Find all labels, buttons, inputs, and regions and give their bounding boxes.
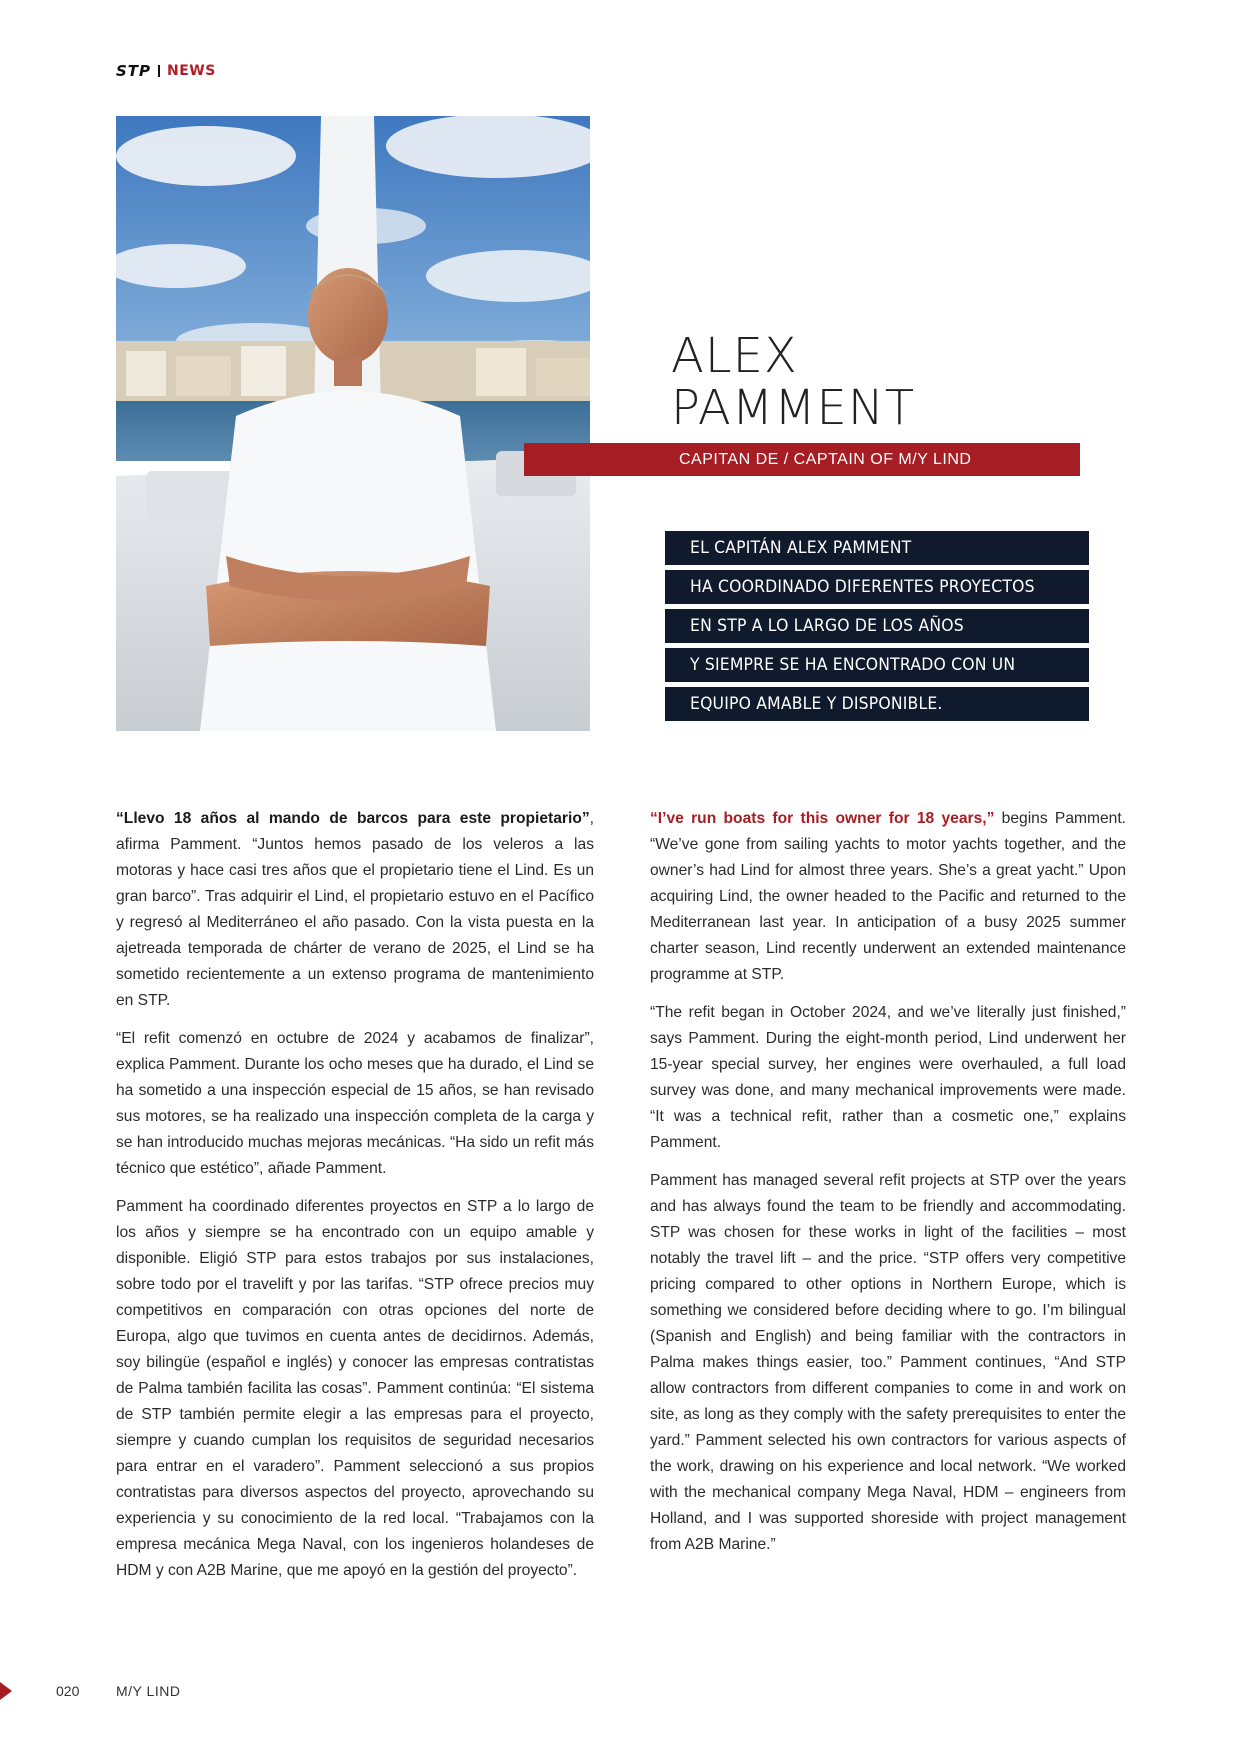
pull-quote	[665, 531, 1089, 726]
pull-quote-line	[665, 609, 1089, 643]
page-number: 020	[56, 1683, 80, 1699]
spanish-paragraph-3: Pamment ha coordinado diferentes proyectos en STP a lo largo de los años y siempre se ha encontrado con un equipo amable y disponible. Eligió STP para estos trabajos por sus instalaciones, sobre todo por el travelift y por las tarifas. “STP ofrece precios muy competitivos en comparación con otras opciones del norte de Europa, algo que tuvimos en cuenta antes de decidirnos. Además, soy bilingüe (español e inglés) y conocer las empresas contratistas de Palma también facilita las cosas”. Pamment continúa: “El sistema de STP también permite elegir a las empresas para el proyecto, siempre y cuando cumplan los requisitos de seguridad necesarios para entrar en el varadero”. Pamment seleccionó a sus propios contratistas para diversos aspectos del proyecto, aprovechando su experiencia y su conocimiento de la red local. “Trabajamos con la empresa mecánica Mega Naval, con los ingenieros holandeses de HDM y con A2B Marine, que me apoyó en la gestión del proyecto”.	[116, 1198, 594, 1579]
pull-quote-line	[665, 531, 1089, 565]
role-banner	[524, 443, 1080, 476]
magazine-title: M/Y LIND	[116, 1683, 181, 1699]
stp-logo: STP	[116, 62, 152, 80]
pull-quote-text: Y SIEMPRE SE HA ENCONTRADO CON UN	[690, 655, 1016, 675]
spanish-lead-quote: “Llevo 18 años al mando de barcos para este propietario”	[116, 810, 590, 827]
spanish-paragraph-2: “El refit comenzó en octubre de 2024 y acabamos de finalizar”, explica Pamment. Durante los ocho meses que ha durado, el Lind se ha sometido a una inspección especial de 15 años, se han revisado sus motores, se ha realizado una inspección completa de la carga y se han introducido muchas mejoras mecánicas. “Ha sido un refit más técnico que estético”, añade Pamment.	[116, 1030, 594, 1177]
section-label: NEWS	[167, 63, 216, 79]
pull-quote-text: EL CAPITÁN ALEX PAMMENT	[690, 538, 912, 558]
captain-photo-illustration	[116, 116, 590, 731]
english-paragraph-3: Pamment has managed several refit projects at STP over the years and has always found the team to be friendly and accommodating. STP was chosen for these works in light of the facilities – most notably the travel lift – and the price. “STP offers very competitive pricing compared to other options in Northern Europe, which is something we considered before deciding where to go. I’m bilingual (Spanish and English) and being familiar with the contractors in Palma makes things easier, too.” Pamment continues, “And STP allow contractors from different companies to come in and work on site, as long as they comply with the safety prerequisites to enter the yard.” Pamment selected his own contractors for various aspects of the work, drawing on his experience and local network. “We worked with the mechanical company Mega Naval, HDM – engineers from Holland, and I was supported shoreside with project management from A2B Marine.”	[650, 1172, 1126, 1553]
last-name: PAMMENT	[671, 380, 916, 436]
page-header	[116, 62, 216, 80]
english-column	[650, 806, 1126, 1570]
pull-quote-line	[665, 570, 1089, 604]
english-paragraph-1	[650, 806, 1126, 988]
english-lead-quote: “I’ve run boats for this owner for 18 years,”	[650, 810, 995, 827]
spanish-paragraph-1-body: , afirma Pamment. “Juntos hemos pasado de los veleros a las motoras y hace casi tres años que el propietario tiene el Lind. Es un gran barco”. Tras adquirir el Lind, el propietario estuvo en el Pacífico y regresó al Mediterráneo el año pasado. Con la vista puesta en la ajetreada temporada de chárter de verano de 2025, el Lind se ha sometido recientemente a un extenso programa de mantenimiento en STP.	[116, 810, 594, 1009]
spanish-column	[116, 806, 594, 1596]
profile-name	[671, 330, 915, 434]
role-text: CAPITAN DE / CAPTAIN OF M/Y LIND	[679, 450, 972, 468]
header-divider	[158, 65, 160, 77]
captain-photo	[116, 116, 590, 731]
page-footer	[0, 1682, 300, 1702]
pull-quote-text: EN STP A LO LARGO DE LOS AÑOS	[690, 616, 964, 636]
english-paragraph-1-body: begins Pamment. “We’ve gone from sailing yachts to motor yachts together, and the owner’s had Lind for almost three years. She’s a great yacht.” Upon acquiring Lind, the owner headed to the Pacific and returned to the Mediterranean last year. In anticipation of a busy 2025 summer charter season, Lind recently underwent an extended maintenance programme at STP.	[650, 810, 1126, 983]
pull-quote-text: HA COORDINADO DIFERENTES PROYECTOS	[690, 577, 1035, 597]
pull-quote-line	[665, 648, 1089, 682]
english-paragraph-2: “The refit began in October 2024, and we’ve literally just finished,” says Pamment. During the eight-month period, Lind underwent her 15-year special survey, her engines were overhauled, a full load survey was done, and many mechanical improvements were made. “It was a technical refit, rather than a cosmetic one,” explains Pamment.	[650, 1004, 1126, 1151]
footer-triangle-icon	[0, 1682, 12, 1700]
first-name: ALEX	[671, 328, 798, 384]
pull-quote-text: EQUIPO AMABLE Y DISPONIBLE.	[690, 694, 943, 714]
pull-quote-line	[665, 687, 1089, 721]
spanish-paragraph-1	[116, 806, 594, 1014]
